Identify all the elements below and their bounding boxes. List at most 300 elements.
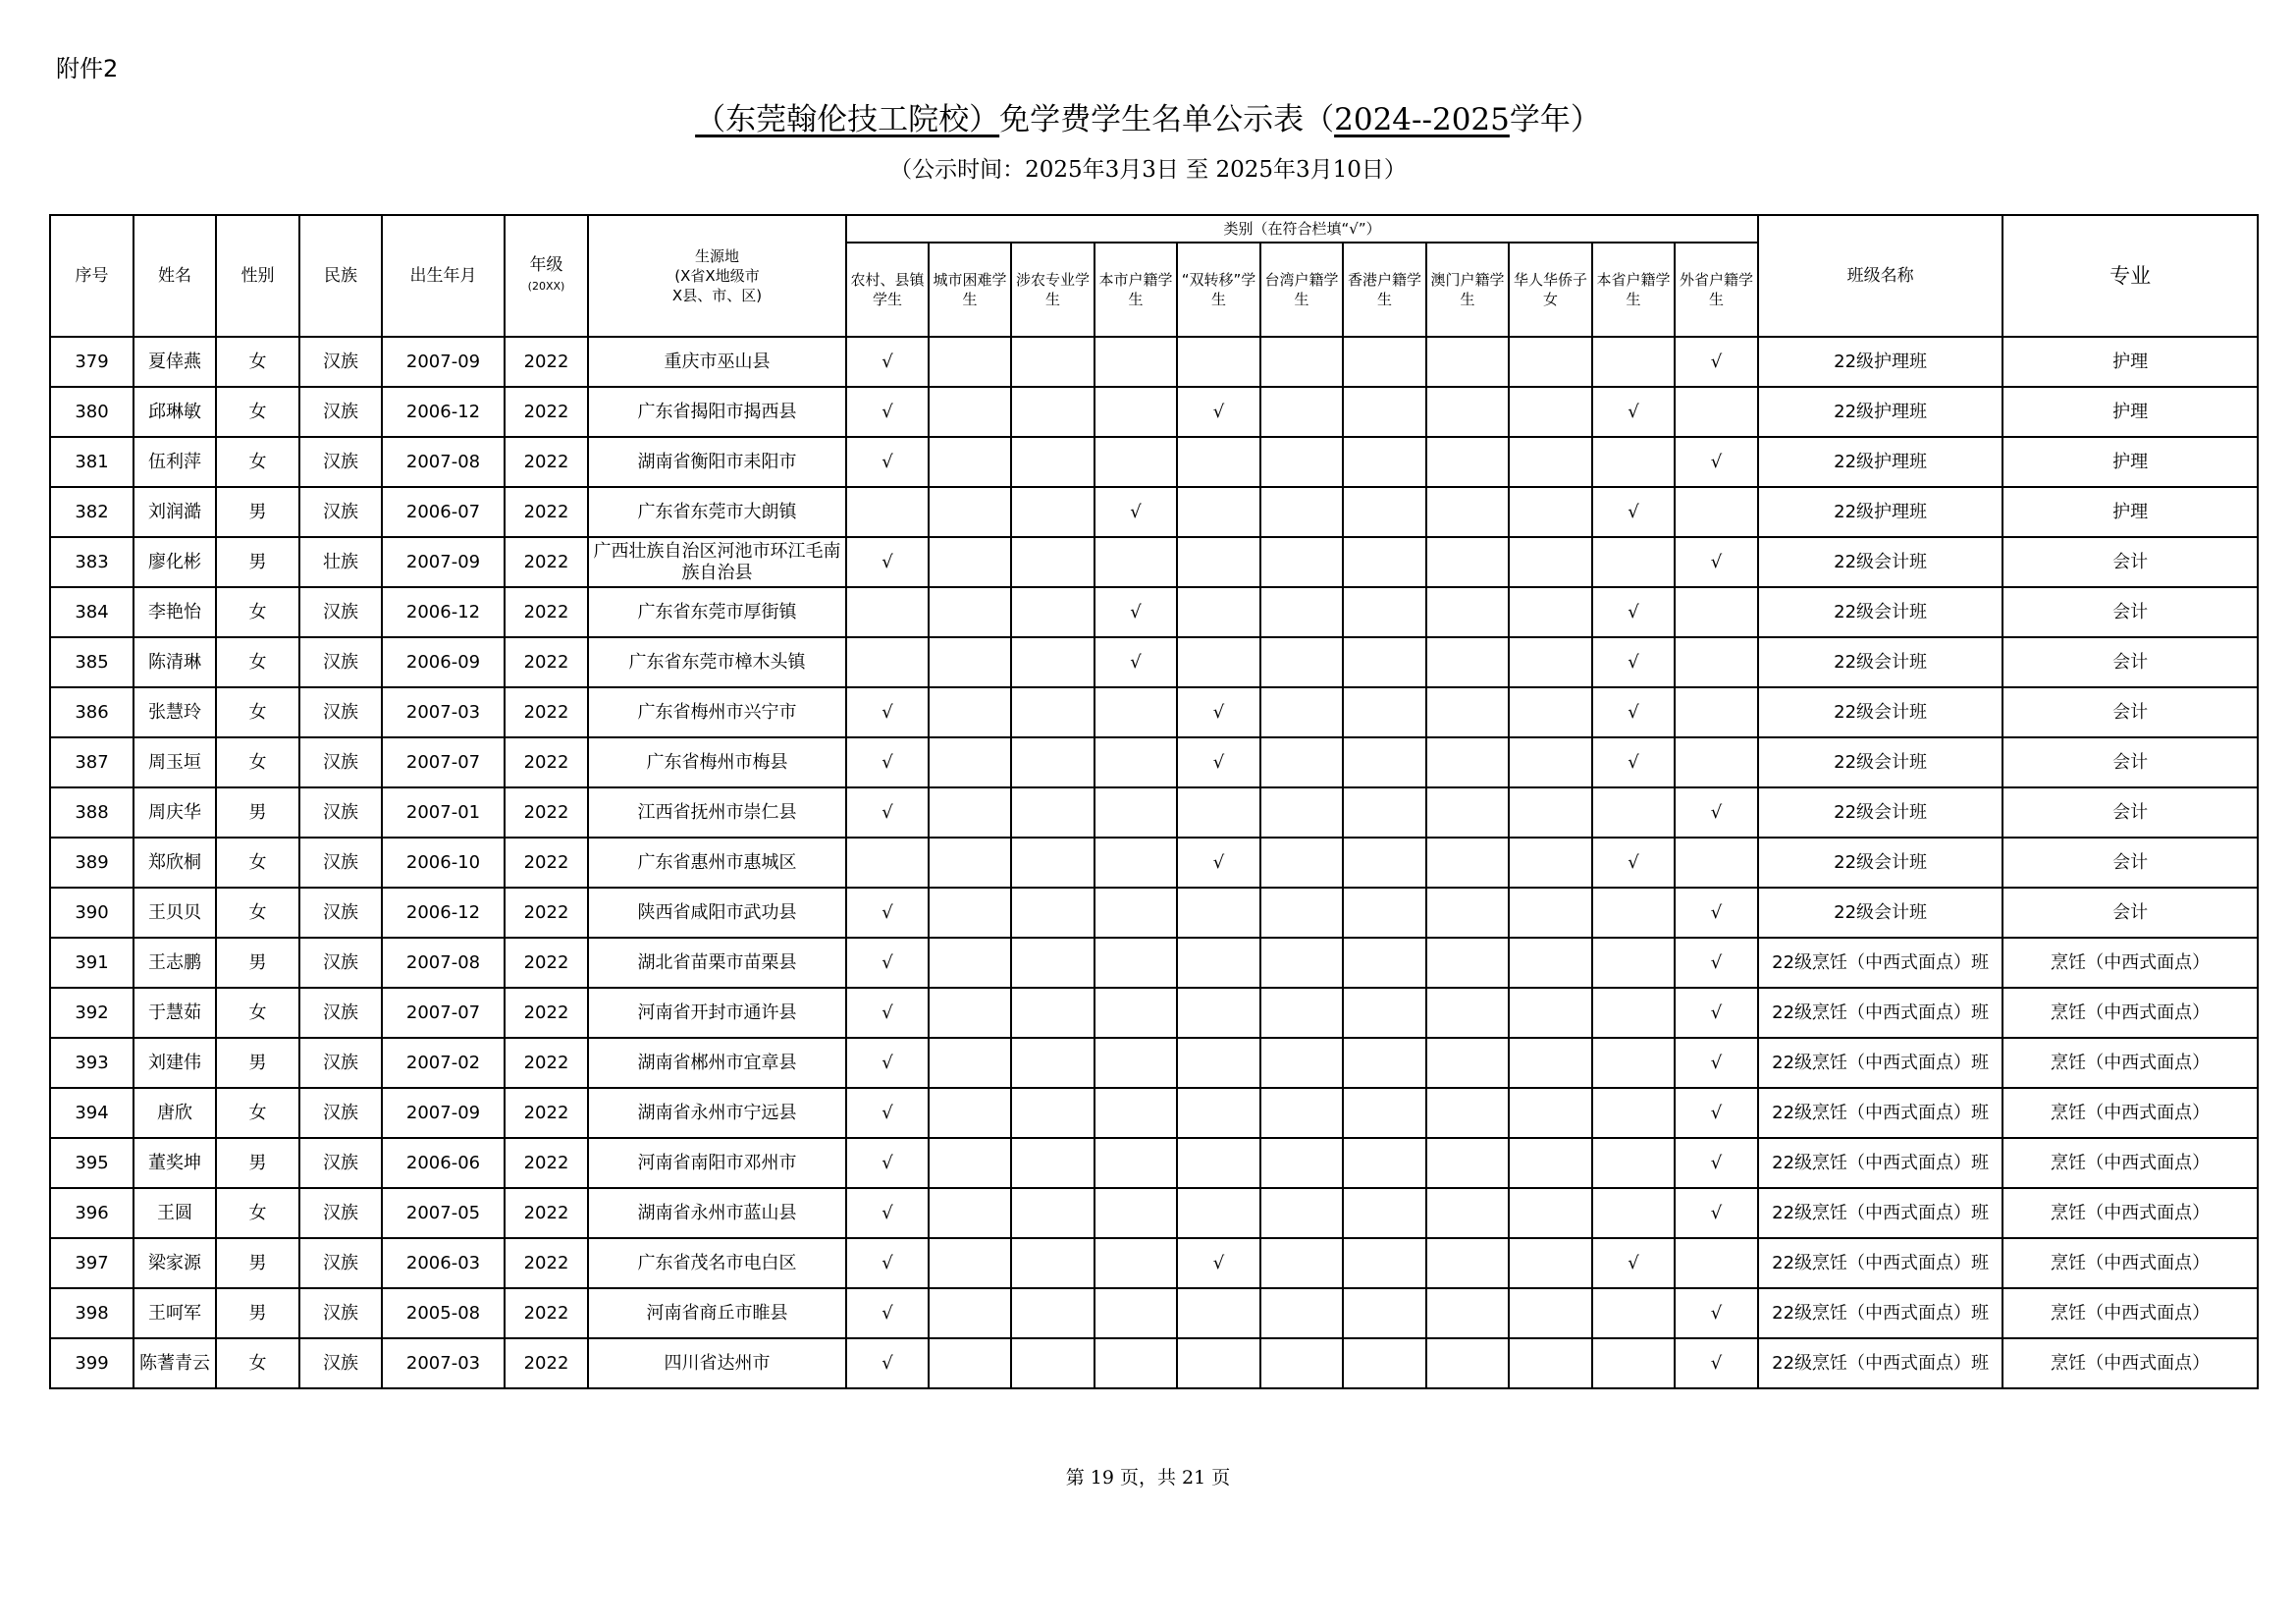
header-seq: 序号 <box>50 215 133 337</box>
category-cell <box>1426 1088 1509 1138</box>
table-row <box>50 838 2258 888</box>
category-cell <box>1095 1338 1177 1388</box>
cell-class-name: 22级烹饪（中西式面点）班 <box>1758 1288 2002 1338</box>
cell-birth: 2007-09 <box>382 1088 505 1138</box>
category-cell: √ <box>1675 988 1758 1038</box>
page-footer: 第 19 页，共 21 页 <box>1065 1467 1231 1489</box>
category-cell <box>1011 938 1095 988</box>
cell-class-name: 22级烹饪（中西式面点）班 <box>1758 1088 2002 1138</box>
category-cell <box>1343 537 1426 587</box>
category-cell <box>1426 1238 1509 1288</box>
cell-name: 唐欣 <box>133 1088 216 1138</box>
cell-birth: 2006-09 <box>382 637 505 687</box>
category-cell <box>1177 1138 1260 1188</box>
category-cell <box>1177 587 1260 637</box>
cell-grade: 2022 <box>505 1138 588 1188</box>
cell-grade: 2022 <box>505 1238 588 1288</box>
cell-birth: 2007-05 <box>382 1188 505 1238</box>
cell-birth: 2006-07 <box>382 487 505 537</box>
category-cell <box>1095 737 1177 787</box>
category-cell: √ <box>846 437 929 487</box>
attachment-label: 附件2 <box>56 55 119 82</box>
category-cell <box>1426 988 1509 1038</box>
category-cell: √ <box>846 1188 929 1238</box>
category-cell <box>1675 838 1758 888</box>
cell-class-name: 22级会计班 <box>1758 787 2002 838</box>
category-cell <box>1260 938 1343 988</box>
cell-birth: 2006-06 <box>382 1138 505 1188</box>
table-row <box>50 1038 2258 1088</box>
category-cell: √ <box>1675 437 1758 487</box>
category-cell <box>929 687 1011 737</box>
cell-class-name: 22级会计班 <box>1758 537 2002 587</box>
category-cell <box>1095 687 1177 737</box>
cell-ethnicity: 汉族 <box>299 387 382 437</box>
cell-seq: 395 <box>50 1138 133 1188</box>
cell-major: 烹饪（中西式面点） <box>2002 1288 2258 1338</box>
category-cell <box>1426 587 1509 637</box>
cell-origin: 江西省抚州市崇仁县 <box>588 787 846 838</box>
header-origin <box>588 215 846 337</box>
cell-class-name: 22级烹饪（中西式面点）班 <box>1758 938 2002 988</box>
category-cell <box>1260 1188 1343 1238</box>
cell-grade: 2022 <box>505 437 588 487</box>
category-cell <box>1177 637 1260 687</box>
header-category-8: 澳门户籍学生 <box>1426 243 1509 337</box>
category-cell: √ <box>1592 1238 1675 1288</box>
category-cell <box>1592 337 1675 387</box>
cell-ethnicity: 汉族 <box>299 337 382 387</box>
category-cell <box>1343 1138 1426 1188</box>
category-cell <box>1011 437 1095 487</box>
category-cell <box>1509 687 1592 737</box>
category-cell: √ <box>1592 737 1675 787</box>
header-gender: 性别 <box>216 215 299 337</box>
cell-major: 会计 <box>2002 737 2258 787</box>
cell-name: 刘润澔 <box>133 487 216 537</box>
category-cell <box>1095 1238 1177 1288</box>
cell-seq: 396 <box>50 1188 133 1238</box>
category-cell <box>929 838 1011 888</box>
category-cell: √ <box>1592 687 1675 737</box>
category-cell: √ <box>1177 387 1260 437</box>
category-cell <box>1343 888 1426 938</box>
cell-grade: 2022 <box>505 587 588 637</box>
category-cell <box>1011 787 1095 838</box>
category-cell <box>929 737 1011 787</box>
cell-grade: 2022 <box>505 337 588 387</box>
cell-seq: 398 <box>50 1288 133 1338</box>
category-cell: √ <box>1675 1088 1758 1138</box>
cell-ethnicity: 汉族 <box>299 1088 382 1138</box>
category-cell <box>1260 437 1343 487</box>
category-cell <box>1675 737 1758 787</box>
category-cell <box>1592 888 1675 938</box>
category-cell <box>1426 387 1509 437</box>
cell-birth: 2006-03 <box>382 1238 505 1288</box>
cell-ethnicity: 汉族 <box>299 787 382 838</box>
cell-name: 夏倖燕 <box>133 337 216 387</box>
cell-origin: 广西壮族自治区河池市环江毛南族自治县 <box>588 537 846 587</box>
category-cell: √ <box>846 1088 929 1138</box>
category-cell <box>1095 938 1177 988</box>
category-cell: √ <box>1675 1338 1758 1388</box>
cell-major: 烹饪（中西式面点） <box>2002 1038 2258 1088</box>
cell-class-name: 22级护理班 <box>1758 437 2002 487</box>
cell-ethnicity: 汉族 <box>299 737 382 787</box>
cell-seq: 385 <box>50 637 133 687</box>
category-cell <box>929 1038 1011 1088</box>
cell-ethnicity: 汉族 <box>299 637 382 687</box>
category-cell <box>1592 1138 1675 1188</box>
category-cell <box>1177 888 1260 938</box>
category-cell <box>1011 1288 1095 1338</box>
category-cell: √ <box>1675 787 1758 838</box>
category-cell <box>1260 337 1343 387</box>
cell-major: 护理 <box>2002 487 2258 537</box>
category-cell <box>1011 888 1095 938</box>
category-cell <box>1426 888 1509 938</box>
cell-grade: 2022 <box>505 1038 588 1088</box>
category-cell <box>1426 1038 1509 1088</box>
category-cell <box>1260 1138 1343 1188</box>
category-cell <box>929 1188 1011 1238</box>
category-cell <box>1343 1288 1426 1338</box>
category-cell <box>1260 1338 1343 1388</box>
table-row <box>50 587 2258 637</box>
category-cell <box>929 1138 1011 1188</box>
cell-origin: 广东省东莞市厚街镇 <box>588 587 846 637</box>
cell-gender: 女 <box>216 1188 299 1238</box>
category-cell <box>1426 637 1509 687</box>
category-cell <box>1343 587 1426 637</box>
category-cell <box>846 637 929 687</box>
cell-seq: 383 <box>50 537 133 587</box>
category-cell: √ <box>1177 687 1260 737</box>
cell-gender: 女 <box>216 838 299 888</box>
cell-birth: 2006-12 <box>382 888 505 938</box>
category-cell <box>1343 637 1426 687</box>
cell-major: 烹饪（中西式面点） <box>2002 1138 2258 1188</box>
category-cell <box>1260 387 1343 437</box>
cell-class-name: 22级护理班 <box>1758 337 2002 387</box>
cell-major: 会计 <box>2002 787 2258 838</box>
cell-origin: 重庆市巫山县 <box>588 337 846 387</box>
header-grade-note: (20XX) <box>527 280 565 293</box>
cell-origin: 广东省东莞市樟木头镇 <box>588 637 846 687</box>
category-cell <box>929 637 1011 687</box>
cell-origin: 河南省商丘市睢县 <box>588 1288 846 1338</box>
table-row <box>50 737 2258 787</box>
category-cell <box>1675 387 1758 437</box>
cell-name: 邱琳敏 <box>133 387 216 437</box>
cell-ethnicity: 汉族 <box>299 938 382 988</box>
category-cell <box>1509 1088 1592 1138</box>
cell-class-name: 22级会计班 <box>1758 888 2002 938</box>
category-cell <box>929 1288 1011 1338</box>
cell-class-name: 22级会计班 <box>1758 838 2002 888</box>
table-row <box>50 938 2258 988</box>
cell-grade: 2022 <box>505 787 588 838</box>
cell-seq: 393 <box>50 1038 133 1088</box>
cell-origin: 河南省南阳市邓州市 <box>588 1138 846 1188</box>
cell-seq: 387 <box>50 737 133 787</box>
category-cell <box>1095 787 1177 838</box>
category-cell <box>1343 1238 1426 1288</box>
category-cell <box>1509 1288 1592 1338</box>
category-cell <box>1509 938 1592 988</box>
cell-ethnicity: 汉族 <box>299 1138 382 1188</box>
category-cell <box>1095 1088 1177 1138</box>
category-cell: √ <box>846 1288 929 1338</box>
cell-seq: 384 <box>50 587 133 637</box>
cell-gender: 男 <box>216 787 299 838</box>
category-cell <box>929 537 1011 587</box>
category-cell <box>1095 537 1177 587</box>
table-row <box>50 1238 2258 1288</box>
category-cell <box>1509 888 1592 938</box>
category-cell <box>846 587 929 637</box>
title-middle: 免学费学生名单公示表（ <box>999 102 1335 137</box>
category-cell <box>1343 737 1426 787</box>
header-category-11: 外省户籍学生 <box>1675 243 1758 337</box>
category-cell <box>1592 1088 1675 1138</box>
table-row <box>50 1288 2258 1338</box>
cell-name: 陈清琳 <box>133 637 216 687</box>
category-cell <box>1095 838 1177 888</box>
cell-seq: 381 <box>50 437 133 487</box>
category-cell <box>1011 838 1095 888</box>
category-cell <box>1592 938 1675 988</box>
cell-major: 会计 <box>2002 687 2258 737</box>
category-cell <box>1260 888 1343 938</box>
category-cell <box>1260 537 1343 587</box>
category-cell <box>1426 487 1509 537</box>
table-row <box>50 487 2258 537</box>
category-cell: √ <box>1095 487 1177 537</box>
category-cell <box>929 587 1011 637</box>
cell-class-name: 22级会计班 <box>1758 637 2002 687</box>
cell-origin: 广东省东莞市大朗镇 <box>588 487 846 537</box>
cell-origin: 湖北省苗栗市苗栗县 <box>588 938 846 988</box>
cell-seq: 386 <box>50 687 133 737</box>
cell-gender: 女 <box>216 587 299 637</box>
category-cell: √ <box>1592 838 1675 888</box>
cell-class-name: 22级会计班 <box>1758 587 2002 637</box>
cell-gender: 男 <box>216 487 299 537</box>
cell-origin: 陕西省咸阳市武功县 <box>588 888 846 938</box>
cell-gender: 男 <box>216 938 299 988</box>
category-cell <box>1177 1188 1260 1238</box>
category-cell <box>1095 1038 1177 1088</box>
category-cell <box>1011 1088 1095 1138</box>
category-cell <box>1343 387 1426 437</box>
cell-name: 廖化彬 <box>133 537 216 587</box>
category-cell <box>1177 988 1260 1038</box>
category-cell <box>1675 637 1758 687</box>
category-cell <box>1509 1188 1592 1238</box>
category-cell <box>1509 737 1592 787</box>
category-cell <box>1177 787 1260 838</box>
cell-ethnicity: 汉族 <box>299 888 382 938</box>
cell-gender: 男 <box>216 1138 299 1188</box>
cell-gender: 女 <box>216 737 299 787</box>
cell-class-name: 22级烹饪（中西式面点）班 <box>1758 1338 2002 1388</box>
category-cell: √ <box>1675 537 1758 587</box>
category-cell: √ <box>846 1038 929 1088</box>
category-cell <box>1177 487 1260 537</box>
category-cell <box>1509 787 1592 838</box>
cell-major: 护理 <box>2002 387 2258 437</box>
category-cell <box>1343 988 1426 1038</box>
category-cell <box>1260 587 1343 637</box>
cell-origin: 广东省梅州市梅县 <box>588 737 846 787</box>
cell-birth: 2007-09 <box>382 337 505 387</box>
cell-grade: 2022 <box>505 387 588 437</box>
cell-major: 烹饪（中西式面点） <box>2002 938 2258 988</box>
cell-ethnicity: 汉族 <box>299 487 382 537</box>
page-title <box>0 94 2296 138</box>
category-cell <box>1177 1038 1260 1088</box>
cell-major: 烹饪（中西式面点） <box>2002 1338 2258 1388</box>
cell-grade: 2022 <box>505 537 588 587</box>
cell-major: 会计 <box>2002 587 2258 637</box>
cell-gender: 男 <box>216 1238 299 1288</box>
category-cell: √ <box>1675 1038 1758 1088</box>
table-row <box>50 1188 2258 1238</box>
table-row <box>50 1138 2258 1188</box>
category-cell <box>1095 1188 1177 1238</box>
cell-ethnicity: 汉族 <box>299 587 382 637</box>
cell-class-name: 22级会计班 <box>1758 687 2002 737</box>
cell-grade: 2022 <box>505 1188 588 1238</box>
cell-origin: 四川省达州市 <box>588 1338 846 1388</box>
category-cell <box>1343 437 1426 487</box>
header-origin-line2: (X省X地级市 <box>674 267 760 285</box>
category-cell <box>1260 787 1343 838</box>
category-cell <box>929 437 1011 487</box>
category-cell <box>1260 988 1343 1038</box>
category-cell <box>1260 1088 1343 1138</box>
cell-ethnicity: 汉族 <box>299 1238 382 1288</box>
category-cell <box>1177 437 1260 487</box>
cell-grade: 2022 <box>505 487 588 537</box>
category-cell <box>1011 1038 1095 1088</box>
cell-grade: 2022 <box>505 1088 588 1138</box>
category-cell: √ <box>1592 587 1675 637</box>
cell-grade: 2022 <box>505 637 588 687</box>
table-row <box>50 637 2258 687</box>
category-cell <box>1426 1138 1509 1188</box>
category-cell <box>1095 988 1177 1038</box>
category-cell <box>1177 1338 1260 1388</box>
category-cell <box>1592 437 1675 487</box>
category-cell <box>1095 1288 1177 1338</box>
category-cell <box>1095 1138 1177 1188</box>
cell-name: 刘建伟 <box>133 1038 216 1088</box>
cell-birth: 2006-10 <box>382 838 505 888</box>
category-cell <box>1260 637 1343 687</box>
cell-birth: 2007-07 <box>382 737 505 787</box>
category-cell <box>1343 1088 1426 1138</box>
category-cell <box>1011 737 1095 787</box>
category-cell <box>1011 587 1095 637</box>
category-cell <box>929 787 1011 838</box>
category-cell <box>1011 1238 1095 1288</box>
table-row <box>50 988 2258 1038</box>
cell-origin: 湖南省郴州市宜章县 <box>588 1038 846 1088</box>
category-cell <box>1343 687 1426 737</box>
category-cell <box>1011 687 1095 737</box>
cell-seq: 399 <box>50 1338 133 1388</box>
category-cell <box>1011 487 1095 537</box>
table-row <box>50 787 2258 838</box>
cell-seq: 392 <box>50 988 133 1038</box>
cell-major: 烹饪（中西式面点） <box>2002 1238 2258 1288</box>
cell-ethnicity: 汉族 <box>299 1288 382 1338</box>
cell-major: 烹饪（中西式面点） <box>2002 1088 2258 1138</box>
category-cell <box>1011 637 1095 687</box>
cell-seq: 394 <box>50 1088 133 1138</box>
category-cell <box>1095 387 1177 437</box>
cell-birth: 2007-08 <box>382 437 505 487</box>
category-cell <box>1177 1288 1260 1338</box>
table-row <box>50 687 2258 737</box>
cell-grade: 2022 <box>505 737 588 787</box>
header-ethnicity: 民族 <box>299 215 382 337</box>
cell-birth: 2007-08 <box>382 938 505 988</box>
table-row <box>50 1338 2258 1388</box>
header-category-10: 本省户籍学生 <box>1592 243 1675 337</box>
cell-birth: 2007-07 <box>382 988 505 1038</box>
category-cell <box>1011 1138 1095 1188</box>
category-cell: √ <box>846 888 929 938</box>
cell-seq: 388 <box>50 787 133 838</box>
cell-birth: 2005-08 <box>382 1288 505 1338</box>
category-cell: √ <box>1177 838 1260 888</box>
cell-class-name: 22级烹饪（中西式面点）班 <box>1758 1138 2002 1188</box>
cell-gender: 女 <box>216 888 299 938</box>
table-row <box>50 387 2258 437</box>
cell-grade: 2022 <box>505 687 588 737</box>
cell-birth: 2007-01 <box>382 787 505 838</box>
category-cell <box>1509 337 1592 387</box>
cell-seq: 391 <box>50 938 133 988</box>
cell-birth: 2007-03 <box>382 1338 505 1388</box>
category-cell: √ <box>1592 637 1675 687</box>
cell-ethnicity: 汉族 <box>299 838 382 888</box>
category-cell <box>1509 387 1592 437</box>
cell-major: 护理 <box>2002 437 2258 487</box>
category-cell: √ <box>846 537 929 587</box>
category-cell <box>1426 437 1509 487</box>
cell-major: 会计 <box>2002 637 2258 687</box>
cell-class-name: 22级烹饪（中西式面点）班 <box>1758 1038 2002 1088</box>
cell-gender: 女 <box>216 1338 299 1388</box>
category-cell <box>1343 1038 1426 1088</box>
header-name: 姓名 <box>133 215 216 337</box>
cell-name: 张慧玲 <box>133 687 216 737</box>
cell-major: 烹饪（中西式面点） <box>2002 1188 2258 1238</box>
cell-class-name: 22级会计班 <box>1758 737 2002 787</box>
category-cell <box>1260 487 1343 537</box>
header-category-4: 本市户籍学生 <box>1095 243 1177 337</box>
category-cell <box>1675 587 1758 637</box>
category-cell <box>1509 537 1592 587</box>
cell-class-name: 22级烹饪（中西式面点）班 <box>1758 988 2002 1038</box>
category-cell <box>1343 487 1426 537</box>
header-birth: 出生年月 <box>382 215 505 337</box>
